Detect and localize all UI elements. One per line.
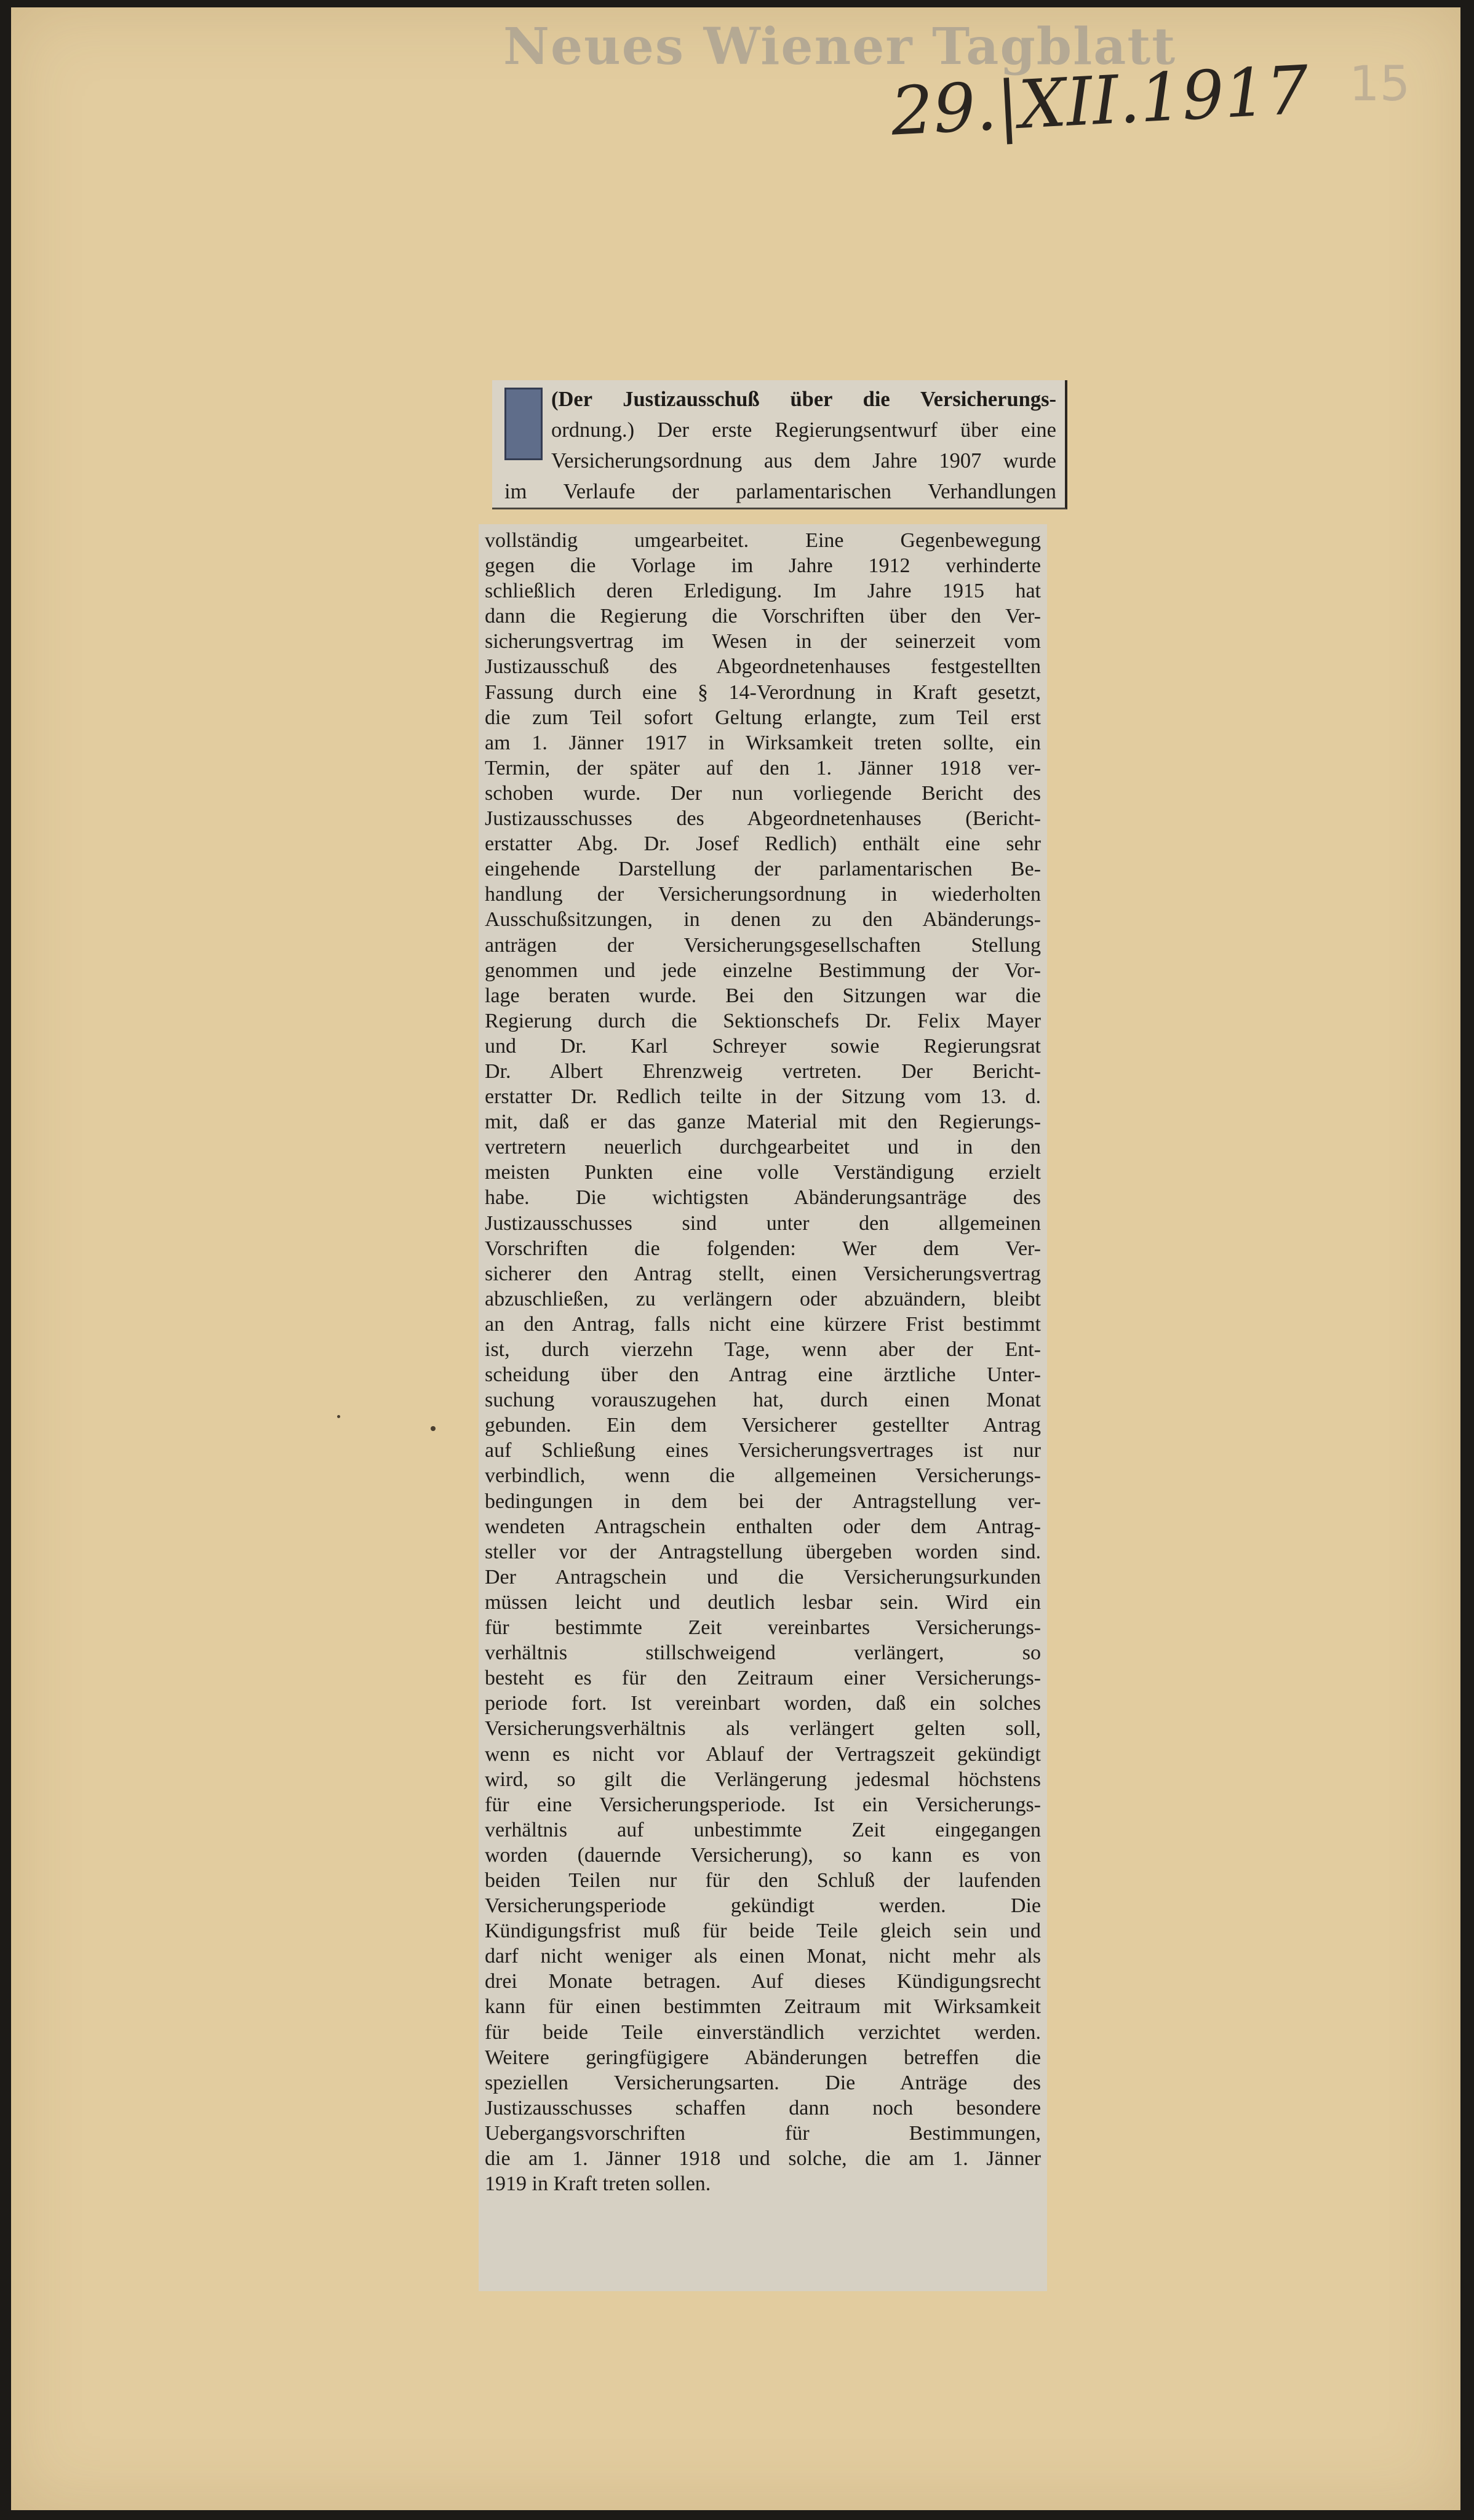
body-line: und Dr. Karl Schreyer sowie Regierungsrat — [485, 1034, 1041, 1058]
body-line: habe. Die wichtigsten Abänderungsanträge des — [485, 1186, 1041, 1210]
heading-line: Versicherungsordnung aus dem Jahre 1907 wurde — [551, 449, 1056, 472]
page-number: 15 — [1349, 57, 1411, 112]
body-line: müssen leicht und deutlich lesbar sein. Wird ein — [485, 1590, 1041, 1614]
body-line: besteht es für den Zeitraum einer Versicherungs- — [485, 1667, 1041, 1690]
body-line: verbindlich, wenn die allgemeinen Versicherungs- — [485, 1464, 1041, 1488]
body-line: anträgen der Versicherungsgesellschaften Stellung — [485, 933, 1041, 957]
body-line: gegen die Vorlage im Jahre 1912 verhinderte — [485, 554, 1041, 578]
heading-line: (Der Justizausschuß über die Versicherungs- — [551, 388, 1056, 411]
body-line: für beide Teile einverständlich verzichtet werden. — [485, 2020, 1041, 2044]
body-line: für bestimmte Zeit vereinbartes Versicherungs- — [485, 1616, 1041, 1640]
body-line: Fassung durch eine § 14-Verordnung in Kraft gesetzt, — [485, 680, 1041, 704]
body-line: steller vor der Antragstellung übergeben worden sind. — [485, 1540, 1041, 1563]
body-line: am 1. Jänner 1917 in Wirksamkeit treten sollte, ein — [485, 731, 1041, 754]
article-body-clip — [479, 524, 1047, 2291]
body-line: wird, so gilt die Verlängerung jedesmal höchstens — [485, 1768, 1041, 1791]
body-line: drei Monate betragen. Auf dieses Kündigungsrecht — [485, 1970, 1041, 1993]
body-line: abzuschließen, zu verlängern oder abzuändern, bleibt — [485, 1287, 1041, 1310]
handwritten-date: 29.|XII.1917 — [889, 52, 1311, 151]
body-line: Ausschußsitzungen, in denen zu den Abänderungs- — [485, 908, 1041, 931]
body-line: Vorschriften die folgenden: Wer dem Ver- — [485, 1237, 1041, 1260]
body-line: verhältnis auf unbestimmte Zeit eingegangen — [485, 1818, 1041, 1841]
body-line: Justizausschusses sind unter den allgemeinen — [485, 1211, 1041, 1235]
body-line: scheidung über den Antrag eine ärztliche Unter- — [485, 1363, 1041, 1387]
body-line: sicherungsvertrag im Wesen in der seinerzeit vom — [485, 630, 1041, 653]
body-line: worden (dauernde Versicherung), so kann es von — [485, 1843, 1041, 1867]
body-line: für eine Versicherungsperiode. Ist ein Versicherungs- — [485, 1793, 1041, 1816]
body-line: Regierung durch die Sektionschefs Dr. Felix Mayer — [485, 1009, 1041, 1032]
body-line: speziellen Versicherungsarten. Die Anträge des — [485, 2071, 1041, 2094]
body-line: Der Antragschein und die Versicherungsurkunden — [485, 1565, 1041, 1589]
body-line: eingehende Darstellung der parlamentarischen Be- — [485, 858, 1041, 881]
article-heading-clip — [492, 380, 1067, 509]
body-line: meisten Punkten eine volle Verständigung erzielt — [485, 1161, 1041, 1184]
body-line: verhältnis stillschweigend verlängert, so — [485, 1641, 1041, 1665]
body-line: mit, daß er das ganze Material mit den Regierungs- — [485, 1110, 1041, 1134]
body-line: handlung der Versicherungsordnung in wiederholten — [485, 883, 1041, 906]
body-line: periode fort. Ist vereinbart worden, daß ein solches — [485, 1692, 1041, 1715]
body-line: die zum Teil sofort Geltung erlangte, zum Teil erst — [485, 706, 1041, 729]
newspaper-stamp: Neues Wiener Tagblatt — [503, 17, 1177, 76]
heading-line: ordnung.) Der erste Regierungsentwurf über eine — [551, 418, 1056, 442]
body-line: sicherer den Antrag stellt, einen Versicherungsvertrag — [485, 1262, 1041, 1285]
body-line: gebunden. Ein dem Versicherer gestellter Antrag — [485, 1414, 1041, 1437]
paper-speck — [431, 1426, 436, 1431]
body-line: auf Schließung eines Versicherungsvertrages ist nur — [485, 1439, 1041, 1462]
body-line: Uebergangsvorschriften für Bestimmungen, — [485, 2121, 1041, 2145]
body-line: wenn es nicht vor Ablauf der Vertragszeit gekündigt — [485, 1742, 1041, 1766]
body-line: Versicherungsverhältnis als verlängert gelten soll, — [485, 1717, 1041, 1740]
body-line: die am 1. Jänner 1918 und solche, die am 1. Jänner — [485, 2147, 1041, 2170]
body-line: wendeten Antragschein enthalten oder dem Antrag- — [485, 1515, 1041, 1538]
body-line: erstatter Abg. Dr. Josef Redlich) enthält eine sehr — [485, 832, 1041, 856]
body-line: ist, durch vierzehn Tage, wenn aber der Ent- — [485, 1338, 1041, 1361]
paper-speck — [337, 1415, 340, 1418]
body-line: Termin, der später auf den 1. Jänner 1918 ver- — [485, 756, 1041, 780]
body-line: schließlich deren Erledigung. Im Jahre 1915 hat — [485, 580, 1041, 603]
body-line: an den Antrag, falls nicht eine kürzere Frist bestimmt — [485, 1312, 1041, 1336]
body-line: darf nicht weniger als einen Monat, nicht mehr als — [485, 1945, 1041, 1968]
body-line: Kündigungsfrist muß für beide Teile gleich sein und — [485, 1920, 1041, 1943]
body-line: vollständig umgearbeitet. Eine Gegenbewegung — [485, 529, 1041, 552]
body-line: lage beraten wurde. Bei den Sitzungen war die — [485, 984, 1041, 1007]
heading-line: im Verlaufe der parlamentarischen Verhandlungen — [504, 480, 1056, 503]
body-line: Justizausschusses des Abgeordnetenhauses (Bericht- — [485, 807, 1041, 831]
body-line: suchung vorauszugehen hat, durch einen Monat — [485, 1389, 1041, 1412]
body-line: kann für einen bestimmten Zeitraum mit Wirksamkeit — [485, 1995, 1041, 2019]
body-line: beiden Teilen nur für den Schluß der laufenden — [485, 1868, 1041, 1892]
body-line: Justizausschuß des Abgeordnetenhauses festgestellten — [485, 655, 1041, 679]
body-line: bedingungen in dem bei der Antragstellung ver- — [485, 1489, 1041, 1513]
body-line: schoben wurde. Der nun vorliegende Bericht des — [485, 781, 1041, 805]
body-line: vertretern neuerlich durchgearbeitet und in den — [485, 1136, 1041, 1159]
body-line: 1919 in Kraft treten sollen. — [485, 2172, 711, 2196]
body-line: Versicherungsperiode gekündigt werden. Die — [485, 1894, 1041, 1918]
drop-initial-mark — [504, 388, 543, 460]
body-line: genommen und jede einzelne Bestimmung der Vor- — [485, 959, 1041, 982]
body-line: Justizausschusses schaffen dann noch besondere — [485, 2096, 1041, 2119]
body-line: dann die Regierung die Vorschriften über den Ver- — [485, 605, 1041, 628]
body-line: erstatter Dr. Redlich teilte in der Sitzung vom 13. d. — [485, 1085, 1041, 1109]
body-line: Dr. Albert Ehrenzweig vertreten. Der Bericht- — [485, 1059, 1041, 1083]
body-line: Weitere geringfügigere Abänderungen betreffen die — [485, 2046, 1041, 2069]
